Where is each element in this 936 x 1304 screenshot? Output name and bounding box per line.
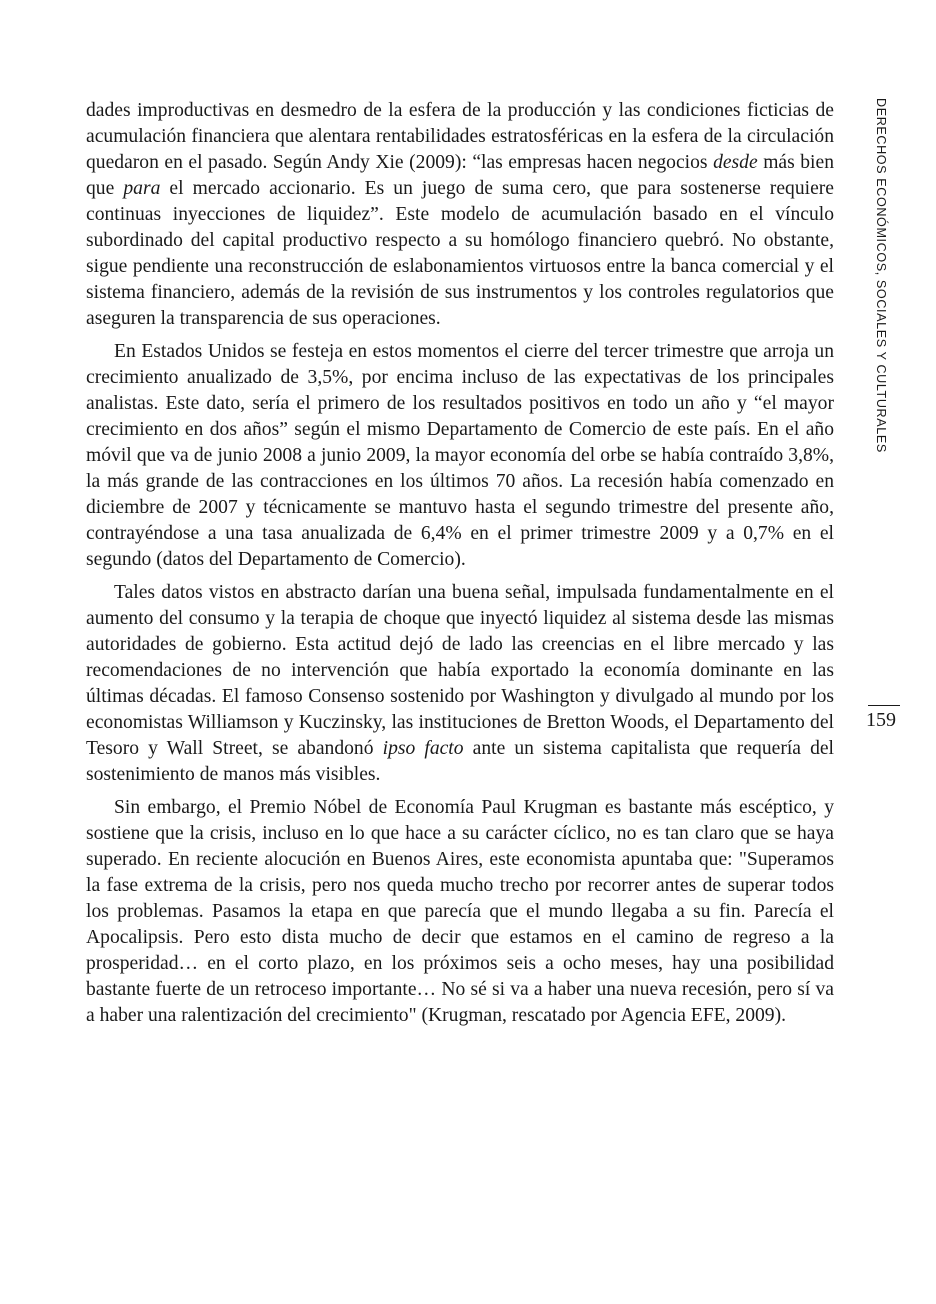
paragraph-1-text-2: más bien que (86, 152, 834, 199)
paragraph-4 (86, 795, 834, 1029)
page-number: 159 (866, 709, 896, 731)
paragraph-1-text-1: dades improductivas en desmedro de la esfera de la producción y las condiciones ficticias de acumulación financiera que alentara rentabilidades estratosféricas en la esfera de la circulación quedaron en el pasado. Según Andy Xie (2009): “las empresas hacen negocios (86, 100, 834, 173)
paragraph-3-text-2: ante un sistema capitalista que requería del sostenimiento de manos más visibles. (86, 738, 835, 785)
paragraph-2 (86, 339, 834, 573)
paragraph-4-text: Sin embargo, el Premio Nóbel de Economía Paul Krugman es bastante más escéptico, y sostiene que la crisis, incluso en lo que hace a su carácter cíclico, no es tan claro que se haya superado. En reciente alocución en Buenos Aires, este economista apuntaba que: "Superamos la fase extrema de la crisis, pero nos queda mucho trecho por recorrer antes de superar todos los problemas. Pasamos la etapa en que parecía que el mundo llegaba a su fin. Parecía el Apocalipsis. Pero esto dista mucho de decir que estamos en el camino de regreso a la prosperidad… en el corto plazo, en los próximos seis a ocho meses, hay una posibilidad bastante fuerte de un retroceso importante… No sé si va a haber una nueva recesión, pero sí va a haber una ralentización del crecimiento" (Krugman, rescatado por Agencia EFE, 2009). (86, 797, 834, 1026)
paragraph-3-text-1: Tales datos vistos en abstracto darían una buena señal, impulsada fundamentalmente en el aumento del consumo y la terapia de choque que inyectó liquidez al sistema desde las mismas autoridades de gobierno. Esta actitud dejó de lado las creencias en el libre mercado y las recomendaciones de no intervención que había exportado la economía dominante en las últimas décadas. El famoso Consenso sostenido por Washington y divulgado al mundo por los economistas Williamson y Kuczinsky, las instituciones de Bretton Woods, el Departamento del Tesoro y Wall Street, se abandonó (86, 582, 834, 759)
paragraph-3-italic-ipso-facto: ipso facto (382, 738, 464, 759)
paragraph-1-italic-desde: desde (713, 152, 758, 173)
paragraph-1-text-3: el mercado accionario. Es un juego de suma cero, que para sostenerse requiere continuas inyecciones de liquidez”. Este modelo de acumulación basado en el vínculo subordinado del capital productivo respecto a su homólogo financiero quebró. No obstante, sigue pendiente una reconstrucción de eslabonamientos virtuosos entre la banca comercial y el sistema financiero, además de la revisión de sus instrumentos y los controles regulatorios que aseguren la transparencia de sus operaciones. (86, 178, 834, 329)
body-text (86, 98, 834, 1036)
running-head: DERECHOS ECONÓMICOS, SOCIALES Y CULTURALES (874, 98, 888, 453)
paragraph-1-italic-para: para (123, 178, 161, 199)
paragraph-1 (86, 98, 834, 332)
paragraph-2-text: En Estados Unidos se festeja en estos momentos el cierre del tercer trimestre que arroja un crecimiento anualizado de 3,5%, por encima incluso de las expectativas de los principales analistas. Este dato, sería el primero de los resultados positivos en todo un año y “el mayor crecimiento en dos años” según el mismo Departamento de Comercio de este país. En el año móvil que va de junio 2008 a junio 2009, la mayor economía del orbe se había contraído 3,8%, la más grande de las contracciones en los últimos 70 años. La recesión había comenzado en diciembre de 2007 y técnicamente se mantuvo hasta el segundo trimestre del presente año, contrayéndose a una tasa anualizada de 6,4% en el primer trimestre 2009 y a 0,7% en el segundo (datos del Departamento de Comercio). (86, 341, 834, 570)
page-number-rule (868, 705, 900, 706)
paragraph-3 (86, 580, 834, 788)
